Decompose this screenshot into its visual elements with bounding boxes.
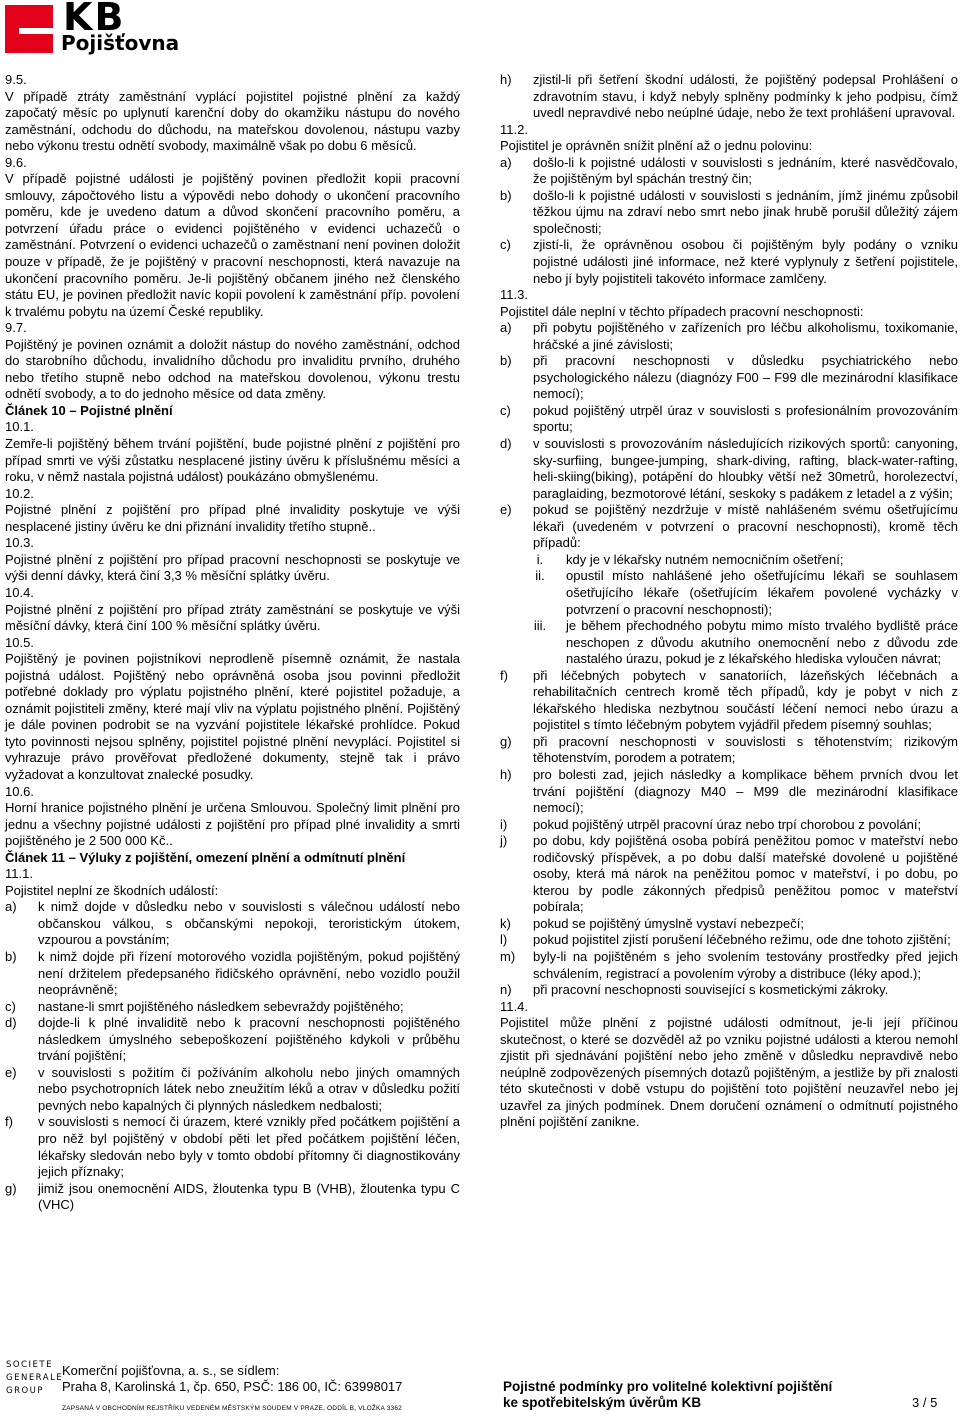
- list-item-label: l): [500, 932, 508, 948]
- list-item: [500, 817, 958, 834]
- list-item-label: j): [500, 833, 508, 849]
- list-item-text: došlo-li k pojistné události v souvislosti s jednáním, jímž jinému způsobil těžkou újmu na zdraví nebo smrt nebo jinak hrubě porušil důležitý zájem společnosti;: [533, 187, 958, 236]
- list-item-text: po dobu, kdy pojištěná osoba pobírá peněžitou pomoc v mateřství nebo rodičovský příspěvek, a po dobu další mateřské dovolené u pojištěné osoby, která má nárok na peněžitou pomoc v mateřství, i po dobu, po kterou by podle zákonných předpisů peněžitou pomoc v mateřství pobírala;: [533, 833, 958, 915]
- list-item-text: při pracovní neschopnosti v souvislosti s těhotenstvím; rizikovým těhotenstvím, porodem a potratem;: [533, 733, 958, 766]
- list-item-label: h): [500, 766, 512, 782]
- list-item-label: d): [5, 1015, 17, 1031]
- paragraph: 10.5.: [5, 634, 34, 650]
- list-item-text: pokud pojištěný utrpěl úraz v souvislosti s profesionálním provozováním sportu;: [533, 402, 958, 435]
- list-item: [500, 155, 958, 188]
- list-item-label: b): [500, 187, 512, 203]
- list-item-label: a): [500, 154, 512, 170]
- list-item: [5, 899, 460, 949]
- list-item-text: v souvislosti s požitím či požíváním alkoholu nebo jiných omamných nebo psychotropních látek nebo zneužitím léků a otrav v důsledku požití pevných nebo kapalných či plynných následkem nedbalosti;: [38, 1064, 460, 1113]
- paragraph: 10.4.: [5, 584, 34, 600]
- list-item: [500, 949, 958, 982]
- sub-list-item: [500, 552, 958, 569]
- list-item-text: pokud se pojištěný nezdržuje v místě nahlášeném svému ošetřujícímu lékaři (uvedeném v potvrzení o pracovní neschopnosti), kromě těch případů:: [533, 502, 958, 551]
- paragraph: 11.2.: [500, 121, 528, 137]
- section-heading: Článek 10 – Pojistné plnění: [5, 402, 173, 418]
- list-item-text: byly-li na pojištěném s jeho svolením testovány prostředky před jejich schválením, registrací a povolením výroby a distribuce (léky apod.);: [533, 948, 958, 981]
- list-item-label: h): [500, 72, 512, 87]
- paragraph: V případě ztráty zaměstnání vyplácí pojistitel pojistné plnění za každý započatý měsíc po uplynutí karenční doby do okamžiku nástupu do nového zaměstnání, odchodu do důchodu, na mateřskou dovolenou, nástupu vazby nebo výkonu trestu odnětí svobody, maximálně však po dobu 6 měsíců.: [5, 88, 460, 154]
- logo-mark-text: KB: [63, 0, 126, 39]
- list-item-text: k nimž dojde v důsledku nebo v souvislosti s válečnou událostí nebo občanskou válkou, s občanskými nepokoji, teroristickým útokem, vzpourou a povstáním;: [38, 899, 460, 948]
- list-item: [5, 1114, 460, 1180]
- paragraph: Pojistné plnění z pojištění pro případ pracovní neschopnosti se poskytuje ve výši denní dávky, která činí 3,3 % měsíční splátky úvěru.: [5, 551, 460, 584]
- page-number: 3 / 5: [912, 1395, 938, 1410]
- left-column: [5, 72, 460, 1214]
- document-title-line: Pojistné podmínky pro volitelné kolektivní pojištění: [503, 1379, 833, 1394]
- list-item: [500, 72, 958, 122]
- paragraph: 11.4.: [500, 998, 528, 1014]
- list-item-text: pro bolesti zad, jejich následky a komplikace během prvních dvou let trvání pojištění (diagnozy M40 – M99 dle mezinárodní klasifikace nemocí);: [533, 766, 958, 816]
- list-item-label: c): [5, 998, 16, 1014]
- list-item-text: při léčebných pobytech v sanatoriích, lázeňských léčebnách a rehabilitačních centrech kromě těch případů, kdy je pobyt v nich z lékařského hlediska nezbytnou součástí léčení nemoci nebo úrazu a pojistitel s tímto léčebným pobytem vyjádřil předem písemný souhlas;: [533, 667, 958, 733]
- paragraph: Zemře-li pojištěný během trvání pojištění, bude pojistné plnění z pojištění pro případ smrti ve výši zůstatku nesplacené jistiny úvěru k příslušnému měsíci a roku, v němž nastala pojistná událost) poukázáno obmyšlenému.: [5, 436, 460, 485]
- company-info: [62, 1363, 402, 1395]
- list-item-label: b): [500, 353, 512, 369]
- company-line: Komerční pojišťovna, a. s., se sídlem:: [62, 1363, 280, 1378]
- list-item: [500, 320, 958, 353]
- list-item: [500, 353, 958, 403]
- list-item: [5, 1065, 460, 1115]
- list-item-text: v souvislosti s provozováním následujících rizikových sportů: canyoning, sky-surfiing, bungee-jumping, shark-diving, rafting, black-water-rafting, heli-skiing(biking), potápění do hloubky větší než 30metrů, horolezectví, paraglaiding, bezmotorové létání, seskoky s padákem z letadel a z výšin;: [533, 436, 958, 501]
- list-item-text: je během přechodného pobytu mimo místo trvalého bydliště práce neschopen z důvodu akutního onemocnění nebo z důvodu zde nastalého úrazu, pokud je z lékařského hlediska vyloučen návrat;: [566, 618, 958, 667]
- list-item-label: f): [500, 667, 508, 683]
- list-item: [5, 949, 460, 999]
- paragraph: Pojistitel dále neplní v těchto případech pracovní neschopnosti:: [500, 303, 864, 319]
- list-item: [500, 734, 958, 767]
- kb-pojistovna-logo: [5, 1, 235, 61]
- list-item: [500, 668, 958, 734]
- list-item: [500, 436, 958, 502]
- list-item-text: pokud se pojištěný úmyslně vystaví nebezpečí;: [533, 915, 804, 931]
- paragraph: 10.1.: [5, 419, 34, 435]
- list-item-label: c): [500, 237, 511, 253]
- paragraph: Pojistitel může plnění z pojistné události odmítnout, je-li její příčinou skutečnost, o které se dozvěděl až po vzniku pojistné události a kterou nemohl zjistit při sjednávání pojištění nebo jeho změně v důsledku nepravdivě nebo neúplně zodpovězených písemných dotazů pojištěným, a jestliže by při znalosti této skutečnosti v době vstupu do pojištění toto pojištění neuzavřel nebo jej uzavřel za jiných podmínek. Dnem doručení oznámení o odmítnutí pojistného plnění pojištění zanikne.: [500, 1015, 958, 1130]
- list-item-label: i): [500, 816, 508, 832]
- sg-logo-line: SOCIETE: [6, 1360, 53, 1370]
- list-item-label: g): [5, 1180, 17, 1196]
- list-item: [5, 1181, 460, 1214]
- list-item-text: opustil místo nahlášené jeho ošetřujícímu lékaři se souhlasem ošetřujícího lékaře (ošetřujícím lékařem povolené vycházky v potvrzení o pracovní neschopnosti);: [566, 568, 958, 617]
- list-item-text: pokud pojištěný utrpěl pracovní úraz nebo trpí chorobou z povolání;: [533, 816, 922, 832]
- list-item-text: při pobytu pojištěného v zařízeních pro léčbu alkoholismu, toxikomanie, hráčské a jiné závislosti;: [533, 320, 958, 352]
- list-item-text: dojde-li k plné invaliditě nebo k pracovní neschopnosti pojištěného následkem úmyslného sebepoškození pojištěného kdykoli v průběhu trvání pojištění;: [38, 1015, 460, 1064]
- paragraph: 11.3.: [500, 287, 528, 303]
- paragraph: 9.5.: [5, 72, 27, 87]
- list-item-label: a): [5, 899, 17, 915]
- list-item-text: při pracovní neschopnosti související s kosmetickými zákroky.: [533, 982, 889, 998]
- paragraph: 10.2.: [5, 485, 34, 501]
- list-item-label: m): [500, 948, 516, 964]
- registry-note: ZAPSANÁ V OBCHODNÍM REJSTŘÍKU VEDENÉM MĚSTSKÝM SOUDEM V PRAZE, ODDÍL B, VLOŽKA 3362: [62, 1405, 402, 1412]
- paragraph: Pojistné plnění z pojištění pro případ plné invalidity poskytuje ve výši nesplacené jistiny úvěru ke dni přiznání invalidity třetího stupně..: [5, 502, 460, 534]
- sg-logo-line: GENERALE: [6, 1373, 64, 1383]
- list-item-text: nastane-li smrt pojištěného následkem sebevraždy pojištěného;: [38, 998, 404, 1014]
- paragraph: Pojistné plnění z pojištění pro případ ztráty zaměstnání se poskytuje ve výši měsíční dávky, která činí 100 % měsíční splátky úvěru.: [5, 601, 460, 634]
- list-item-label: e): [5, 1064, 17, 1080]
- list-item-text: zjistil-li při šetření škodní události, že pojištěný podepsal Prohlášení o zdravotním stavu, i když nebyly splněny podmínky k jeho podpisu, čímž uvedl nepravdivé nebo neúplné údaje, nebo že text prohlášení upravoval.: [533, 72, 958, 121]
- company-address: Praha 8, Karolinská 1, čp. 650, PSČ: 186 00, IČ: 63998017: [62, 1379, 403, 1394]
- list-item-label: d): [500, 436, 512, 452]
- societe-generale-logo: [6, 1359, 64, 1398]
- list-item-text: kdy je v lékařsky nutném nemocničním ošetření;: [566, 551, 844, 567]
- section-heading: Článek 11 – Výluky z pojištění, omezení plnění a odmítnutí plnění: [5, 849, 406, 865]
- list-item: [500, 502, 958, 552]
- paragraph: Pojištěný je povinen oznámit a doložit nástup do nového zaměstnání, odchod do starobního důchodu, invalidního důchodu pro invaliditu prvního, druhého nebo třetího stupně nebo odchod na mateřskou dovolenou, výkonu trestu odnětí svobody, a to do jednoho měsíce od data změny.: [5, 336, 460, 402]
- paragraph: 9.7.: [5, 320, 27, 336]
- list-item: [500, 767, 958, 817]
- paragraph: 11.1.: [5, 866, 33, 882]
- list-item: [500, 932, 958, 949]
- list-item-label: a): [500, 320, 512, 336]
- list-item-label: n): [500, 982, 512, 998]
- paragraph: Pojistitel je oprávněn snížit plnění až o jednu polovinu:: [500, 138, 813, 154]
- sg-logo-line: GROUP: [6, 1386, 45, 1396]
- list-item-text: v souvislosti s nemocí či úrazem, které vznikly před počátkem pojištění a pro něž byl pojištěný v období pěti let před počátkem pojištění léčen, lékařsky sledován nebo byly v tomto období přítomny či diagnostikovány jejich příznaky;: [38, 1114, 460, 1180]
- paragraph: 10.3.: [5, 535, 34, 551]
- list-item-label: f): [5, 1114, 13, 1130]
- kb-logo-icon: [5, 5, 53, 53]
- paragraph: V případě pojistné události je pojištěný povinen předložit kopii pracovní smlouvy, zápočtového listu a výpovědi nebo dohody o ukončení pracovního poměru, kde je uvedeno datum a důvod skončení pracovního poměru, a potvrzení úřadu práce o evidenci pojištěného v evidenci uchazečů o zaměstnání. Potvrzení o evidenci uchazečů o zaměstnaní není povinen doložit pouze v případě, že je pojištěný v pracovní neschopnosti, která navazuje na ukončení pracovního poměru. Je-li pojištěný občanem jiného než členského státu EU, je povinen předložit navíc kopii povolení k zaměstnání příp. povolení k trvalému pobytu na území České republiky.: [5, 171, 460, 319]
- paragraph: 9.6.: [5, 154, 27, 170]
- sub-list-item: [500, 618, 958, 668]
- sub-list-item: [500, 568, 958, 618]
- list-item: [500, 916, 958, 933]
- list-item-text: zjistí-li, že oprávněnou osobou či pojištěným byly podány o vzniku pojistné události jiné informace, než které vyplynuly z šetření pojistitele, nebo jí byly pojistiteli takovéto informace zamlčeny.: [533, 237, 958, 286]
- list-item-text: při pracovní neschopnosti v důsledku psychiatrického nebo psychologického nálezu (diagnózy F00 – F99 dle mezinárodní klasifikace nemocí);: [533, 353, 958, 402]
- list-item-text: k nimž dojde při řízení motorového vozidla pojištěným, pokud pojištěný není držitelem předepsaného řidičského oprávnění, nebo vozidlo použil neoprávněně;: [38, 948, 460, 998]
- paragraph: Pojištěný je povinen pojistníkovi neprodleně písemně oznámit, že nastala pojistná událost. Pojištěný nebo oprávněná osoba jsou povinni předložit potřebné doklady pro výplatu pojistného plnění, které pojistitel požaduje, a oznámit pojistiteli změny, které mají vliv na výplatu pojistného plnění. Pojištěný je dále povinen podrobit se na vyzvání pojistitele lékařské prohlídce. Pokud tyto povinnosti nejsou splněny, pojistitel pojistné plnění nevyplácí. Pojistitel si vyhrazuje právo prověřovat předložené dokumenty, stejně tak i právo vyžadovat a konzultovat znalecké posudky.: [5, 651, 460, 782]
- list-item-text: pokud pojistitel zjistí porušení léčebného režimu, ode dne tohoto zjištění;: [533, 932, 951, 948]
- logo-name-text: Pojišťovna: [61, 31, 180, 55]
- page-footer: [0, 1356, 960, 1418]
- list-item-label: g): [500, 733, 512, 749]
- list-item-label: i.: [536, 551, 544, 567]
- list-item: [500, 188, 958, 238]
- document-title: [503, 1379, 832, 1411]
- right-column: [500, 72, 958, 1131]
- paragraph: 10.6.: [5, 783, 34, 799]
- paragraph: Pojistitel neplní ze škodních událostí:: [5, 882, 219, 898]
- list-item-text: jimiž jsou onemocnění AIDS, žloutenka typu B (VHB), žloutenka typu C (VHC): [38, 1180, 460, 1213]
- list-item-label: iii.: [533, 618, 547, 634]
- list-item: [500, 237, 958, 287]
- list-item-text: došlo-li k pojistné události v souvislosti s jednáním, které nasvědčovalo, že pojištěným byl spáchán trestný čin;: [533, 154, 958, 187]
- list-item: [500, 403, 958, 436]
- document-title-line: ke spotřebitelským úvěrům KB: [503, 1395, 702, 1410]
- list-item: [5, 999, 460, 1016]
- list-item-label: e): [500, 502, 512, 518]
- list-item-label: b): [5, 948, 17, 964]
- paragraph: Horní hranice pojistného plnění je určena Smlouvou. Společný limit plnění pro jednu a všechny pojistné události z pojištění pro případ plné invalidity a smrti pojištěného je 2 500 000 Kč..: [5, 800, 460, 849]
- list-item-label: k): [500, 915, 511, 931]
- list-item-label: ii.: [535, 568, 545, 584]
- list-item: [5, 1015, 460, 1065]
- list-item: [500, 982, 958, 999]
- list-item-label: c): [500, 402, 511, 418]
- list-item: [500, 833, 958, 916]
